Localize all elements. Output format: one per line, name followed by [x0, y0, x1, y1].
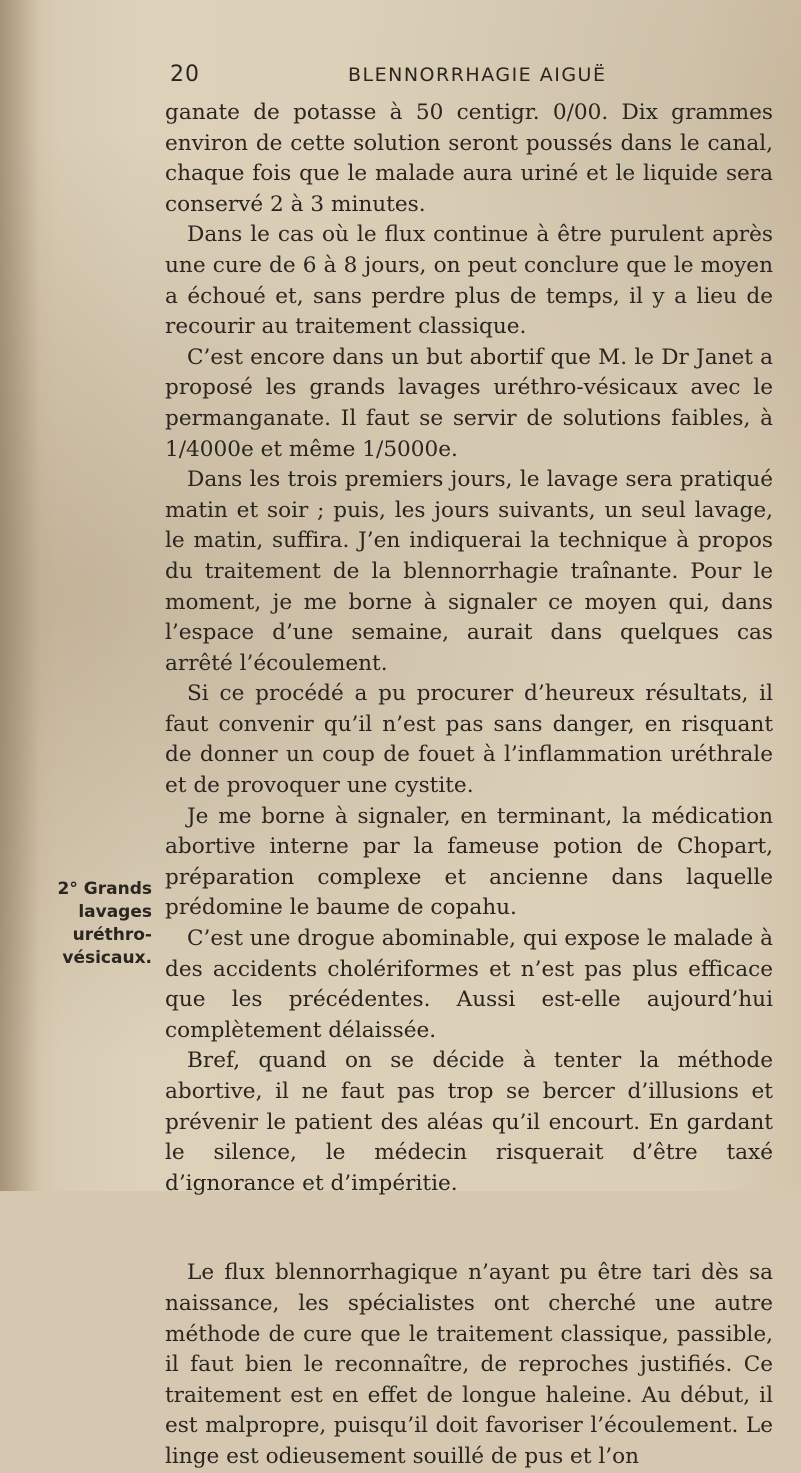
- page-number: 20: [170, 62, 200, 87]
- margin-note-line: uréthro-: [72, 925, 152, 945]
- paragraph: ganate de potasse à 50 centigr. 0/00. Dix grammes environ de cette solution seront poussés dans le canal, chaque fois que le malade aura uriné et le liquide sera conservé 2 à 3 minutes.: [165, 100, 773, 217]
- paragraph: Bref, quand on se décide à tenter la méthode abortive, il ne faut pas trop se bercer d’illusions et prévenir le patient des aléas qu’il encourt. En gardant le silence, le médecin risquerait d’être taxé d’ignorance et d’impéritie.: [165, 1048, 773, 1196]
- margin-note-line: vésicaux.: [62, 948, 152, 968]
- margin-note: [40, 878, 152, 970]
- paragraph: C’est une drogue abominable, qui expose le malade à des accidents chol​ériformes et n’est pas plus efficace que les précédentes. Aussi est-elle aujourd’hui complètement délaissée.: [165, 926, 773, 1043]
- margin-note-line: 2° Grands: [57, 879, 152, 899]
- paragraph: Dans le cas où le flux continue à être purulent après une cure de 6 à 8 jours, on peut conclure que le moyen a échoué et, sans perdre plus de temps, il y a lieu de recourir au traitement classique.: [165, 222, 773, 340]
- section-paragraph: Le flux blennorrhagique n’ayant pu être tari dès sa naissance, les spécialistes ont cherché une autre méthode de cure que le traitement classique, passible, il faut bien le reconnaître, de reproches justifiés. Ce traitement est en effet de longue haleine. Au début, il est malpropre, puisqu’il doit favoriser l’écoulement. Le linge est odieusement souillé de pus et l’on: [165, 1260, 773, 1469]
- margin-note-line: lavages: [78, 902, 152, 922]
- paragraph: Dans les trois premiers jours, le lavage sera pratiqué matin et soir ; puis, les jours suivants, un seul lavage, le matin, suffira. J’en indiquerai la technique à propos du traitement de la blennorrhagie traînante. Pour le moment, je me borne à signaler ce moyen qui, dans l’espace d’une semaine, aurait dans quelques cas arrêté l’écoulement.: [165, 467, 773, 676]
- paragraph: Je me borne à signaler, en terminant, la médication abortive interne par la fameuse potion de Chopart, préparation complexe et ancienne dans laquelle prédomine le baume de copahu.: [165, 803, 773, 921]
- running-head: [170, 62, 770, 92]
- body-text: [165, 98, 773, 1473]
- running-title: BLENNORRHAGIE AIGUË: [348, 64, 607, 86]
- paragraph: C’est encore dans un but abortif que M. le Dr Janet a proposé les grands lavages uréthro-vésicaux avec le permanganate. Il faut se servir de solutions faibles, à 1/4000e et même 1/5000e.: [165, 344, 773, 462]
- paragraph: Si ce procédé a pu procurer d’heureux résultats, il faut convenir qu’il n’est pas sans danger, en risquant de donner un coup de fouet à l’inflammation uréthrale et de provoquer une cystite.: [165, 681, 773, 799]
- page-shadow: [0, 0, 40, 1191]
